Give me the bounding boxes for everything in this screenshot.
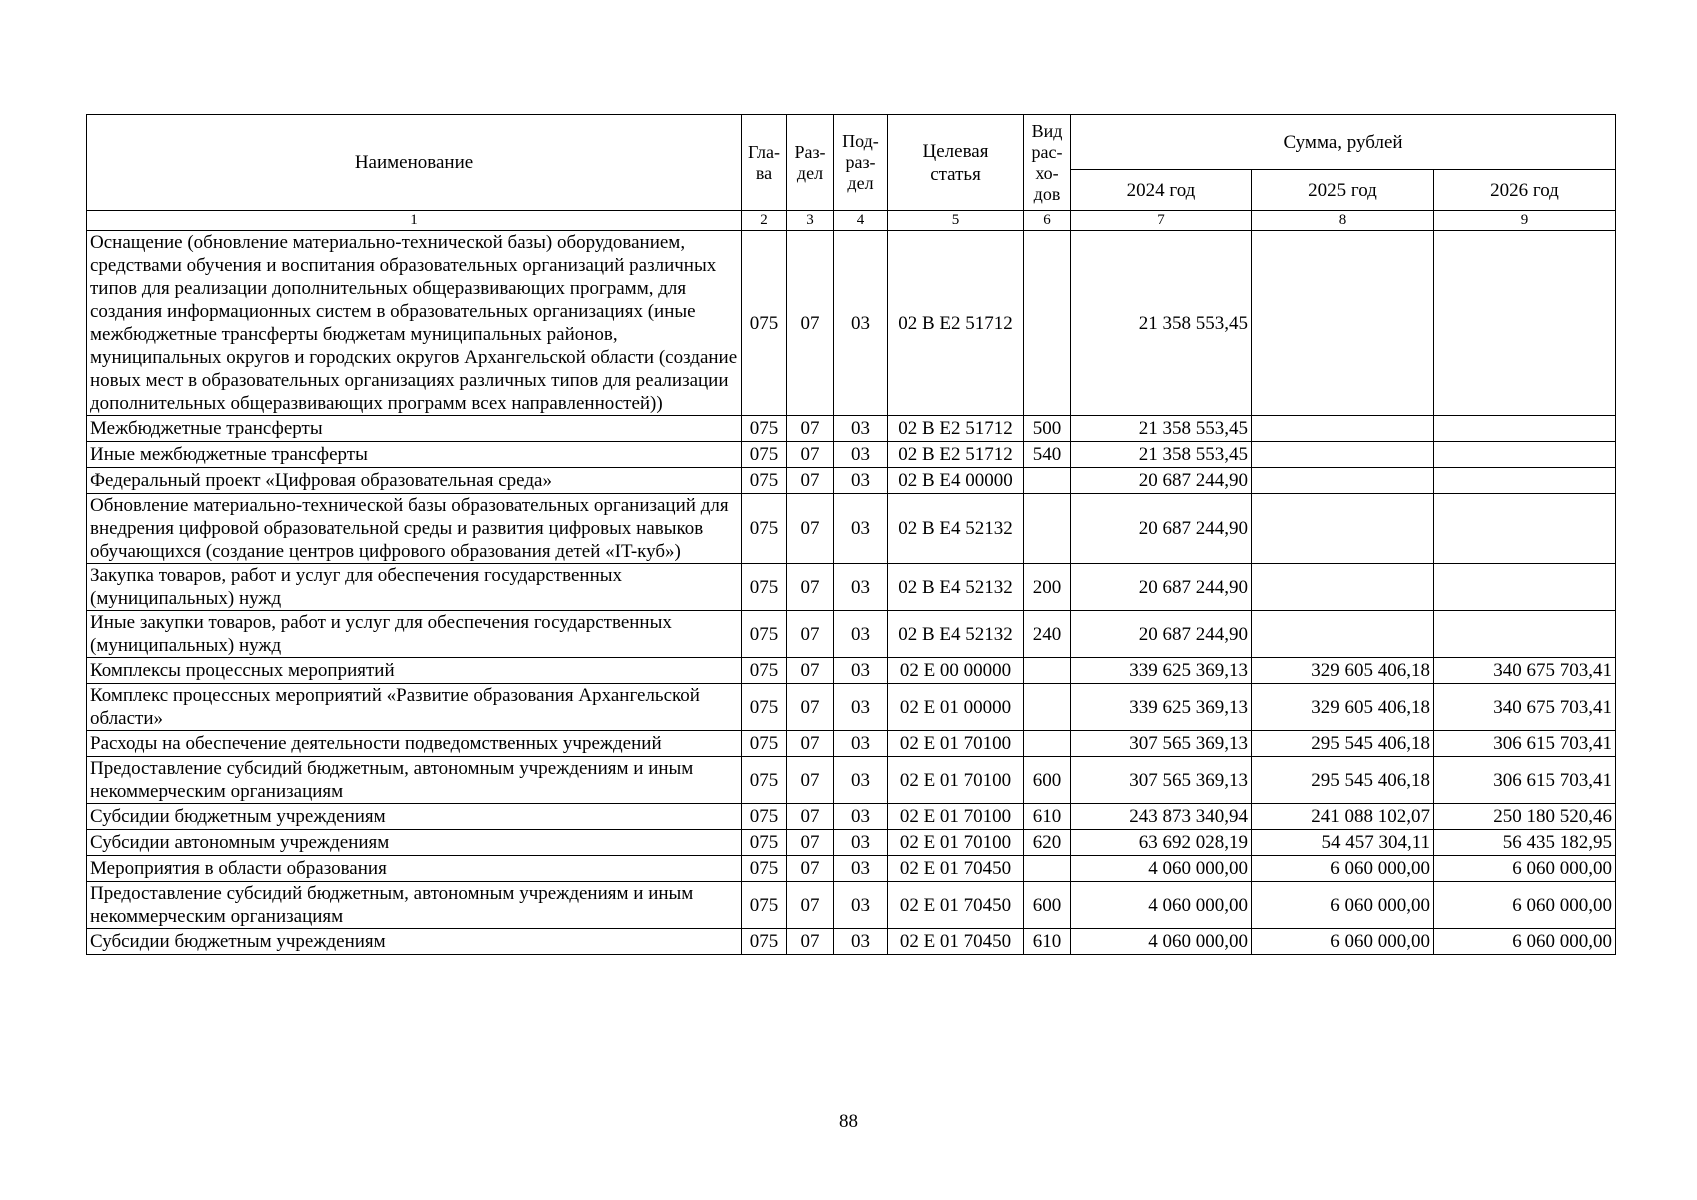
- row-vid: 540: [1024, 442, 1071, 468]
- row-sum-2025: 6 060 000,00: [1252, 856, 1434, 882]
- row-glava: 075: [742, 830, 787, 856]
- table-row: [87, 856, 1616, 882]
- row-sum-2024: 307 565 369,13: [1071, 731, 1252, 757]
- row-target: 02 В Е2 51712: [888, 442, 1024, 468]
- row-name: Межбюджетные трансферты: [87, 416, 742, 442]
- row-glava: 075: [742, 442, 787, 468]
- row-sum-2026: [1434, 442, 1616, 468]
- row-podrazdel: 03: [834, 416, 888, 442]
- row-sum-2024: 20 687 244,90: [1071, 564, 1252, 611]
- row-glava: 075: [742, 468, 787, 494]
- row-sum-2024: 4 060 000,00: [1071, 882, 1252, 929]
- row-podrazdel: 03: [834, 468, 888, 494]
- row-podrazdel: 03: [834, 757, 888, 804]
- row-sum-2026: 340 675 703,41: [1434, 658, 1616, 684]
- table-row: [87, 684, 1616, 731]
- row-name: Федеральный проект «Цифровая образовательная среда»: [87, 468, 742, 494]
- row-target: 02 Е 01 70100: [888, 804, 1024, 830]
- table-row: [87, 611, 1616, 658]
- row-name: Обновление материально-технической базы образовательных организаций для внедрения цифровой образовательной среды и развития цифровых навыков обучающихся (создание центров цифрового образования детей «IT-куб»): [87, 494, 742, 564]
- row-vid: 610: [1024, 929, 1071, 955]
- row-sum-2025: [1252, 416, 1434, 442]
- row-sum-2026: 250 180 520,46: [1434, 804, 1616, 830]
- column-numbers-row: [87, 211, 1616, 231]
- row-sum-2024: 4 060 000,00: [1071, 856, 1252, 882]
- row-sum-2024: 307 565 369,13: [1071, 757, 1252, 804]
- row-name: Комплекс процессных мероприятий «Развитие образования Архангельской области»: [87, 684, 742, 731]
- row-sum-2026: [1434, 416, 1616, 442]
- row-target: 02 В Е4 52132: [888, 611, 1024, 658]
- header-year-2025: 2025 год: [1252, 170, 1434, 211]
- row-razdel: 07: [787, 757, 834, 804]
- row-razdel: 07: [787, 856, 834, 882]
- header-razdel-text: Раз- дел: [794, 141, 826, 183]
- table-row: [87, 757, 1616, 804]
- row-sum-2024: 20 687 244,90: [1071, 468, 1252, 494]
- row-sum-2026: [1434, 564, 1616, 611]
- row-razdel: 07: [787, 564, 834, 611]
- row-razdel: 07: [787, 468, 834, 494]
- row-vid: 200: [1024, 564, 1071, 611]
- row-vid: 620: [1024, 830, 1071, 856]
- row-podrazdel: 03: [834, 684, 888, 731]
- row-vid: [1024, 684, 1071, 731]
- row-razdel: 07: [787, 830, 834, 856]
- row-glava: 075: [742, 684, 787, 731]
- row-sum-2026: 6 060 000,00: [1434, 929, 1616, 955]
- header-vid: [1024, 115, 1071, 211]
- header-glava-text: Гла- ва: [747, 141, 781, 183]
- row-glava: 075: [742, 494, 787, 564]
- row-vid: [1024, 731, 1071, 757]
- col-number: 1: [87, 211, 742, 231]
- row-sum-2025: 241 088 102,07: [1252, 804, 1434, 830]
- row-sum-2024: 339 625 369,13: [1071, 684, 1252, 731]
- table-row: [87, 929, 1616, 955]
- row-sum-2024: 339 625 369,13: [1071, 658, 1252, 684]
- row-sum-2025: 54 457 304,11: [1252, 830, 1434, 856]
- header-sum: Сумма, рублей: [1071, 115, 1616, 170]
- table-row: [87, 416, 1616, 442]
- row-vid: 600: [1024, 757, 1071, 804]
- row-sum-2026: [1434, 494, 1616, 564]
- col-number: 6: [1024, 211, 1071, 231]
- row-glava: 075: [742, 856, 787, 882]
- row-vid: [1024, 494, 1071, 564]
- row-glava: 075: [742, 658, 787, 684]
- header-target: [888, 115, 1024, 211]
- row-sum-2024: 21 358 553,45: [1071, 442, 1252, 468]
- row-podrazdel: 03: [834, 731, 888, 757]
- row-sum-2026: 56 435 182,95: [1434, 830, 1616, 856]
- row-name: Расходы на обеспечение деятельности подведомственных учреждений: [87, 731, 742, 757]
- row-razdel: 07: [787, 416, 834, 442]
- col-number: 9: [1434, 211, 1616, 231]
- table-row: [87, 494, 1616, 564]
- budget-table: [86, 114, 1616, 955]
- row-name: Субсидии бюджетным учреждениям: [87, 804, 742, 830]
- row-name: Предоставление субсидий бюджетным, автономным учреждениям и иным некоммерческим организациям: [87, 882, 742, 929]
- row-glava: 075: [742, 731, 787, 757]
- row-sum-2026: 6 060 000,00: [1434, 856, 1616, 882]
- row-sum-2025: [1252, 611, 1434, 658]
- row-razdel: 07: [787, 231, 834, 416]
- row-target: 02 Е 01 70450: [888, 856, 1024, 882]
- row-sum-2024: 243 873 340,94: [1071, 804, 1252, 830]
- header-razdel: [787, 115, 834, 211]
- row-podrazdel: 03: [834, 804, 888, 830]
- row-sum-2026: [1434, 231, 1616, 416]
- row-name: Комплексы процессных мероприятий: [87, 658, 742, 684]
- row-glava: 075: [742, 231, 787, 416]
- row-sum-2025: [1252, 231, 1434, 416]
- row-podrazdel: 03: [834, 658, 888, 684]
- row-target: 02 В Е4 52132: [888, 564, 1024, 611]
- row-sum-2026: 6 060 000,00: [1434, 882, 1616, 929]
- row-sum-2024: 21 358 553,45: [1071, 416, 1252, 442]
- header-glava: [742, 115, 787, 211]
- row-name: Закупка товаров, работ и услуг для обеспечения государственных (муниципальных) нужд: [87, 564, 742, 611]
- row-target: 02 Е 01 70450: [888, 882, 1024, 929]
- col-number: 5: [888, 211, 1024, 231]
- table-body: [87, 231, 1616, 955]
- page-number: 88: [839, 1111, 858, 1132]
- row-sum-2026: 306 615 703,41: [1434, 731, 1616, 757]
- row-sum-2025: [1252, 468, 1434, 494]
- table-row: [87, 731, 1616, 757]
- row-sum-2025: 6 060 000,00: [1252, 882, 1434, 929]
- row-podrazdel: 03: [834, 611, 888, 658]
- row-sum-2025: 295 545 406,18: [1252, 731, 1434, 757]
- table-row: [87, 442, 1616, 468]
- row-target: 02 В Е4 00000: [888, 468, 1024, 494]
- row-target: 02 Е 00 00000: [888, 658, 1024, 684]
- table-row: [87, 830, 1616, 856]
- row-podrazdel: 03: [834, 494, 888, 564]
- row-podrazdel: 03: [834, 830, 888, 856]
- row-razdel: 07: [787, 658, 834, 684]
- row-glava: 075: [742, 804, 787, 830]
- row-podrazdel: 03: [834, 231, 888, 416]
- row-name: Мероприятия в области образования: [87, 856, 742, 882]
- row-vid: 610: [1024, 804, 1071, 830]
- col-number: 8: [1252, 211, 1434, 231]
- row-glava: 075: [742, 882, 787, 929]
- row-sum-2026: [1434, 468, 1616, 494]
- header-vid-text: Вид рас- хо- дов: [1031, 120, 1063, 204]
- row-target: 02 В Е2 51712: [888, 231, 1024, 416]
- table-row: [87, 658, 1616, 684]
- row-name: Субсидии бюджетным учреждениям: [87, 929, 742, 955]
- row-target: 02 В Е2 51712: [888, 416, 1024, 442]
- row-glava: 075: [742, 611, 787, 658]
- row-razdel: 07: [787, 929, 834, 955]
- row-podrazdel: 03: [834, 564, 888, 611]
- row-podrazdel: 03: [834, 856, 888, 882]
- row-razdel: 07: [787, 494, 834, 564]
- row-target: 02 Е 01 70100: [888, 757, 1024, 804]
- row-razdel: 07: [787, 804, 834, 830]
- row-sum-2025: 295 545 406,18: [1252, 757, 1434, 804]
- table-row: [87, 231, 1616, 416]
- row-sum-2025: [1252, 442, 1434, 468]
- row-sum-2026: 340 675 703,41: [1434, 684, 1616, 731]
- row-sum-2025: 329 605 406,18: [1252, 684, 1434, 731]
- col-number: 4: [834, 211, 888, 231]
- row-vid: 600: [1024, 882, 1071, 929]
- row-name: Субсидии автономным учреждениям: [87, 830, 742, 856]
- row-sum-2025: 6 060 000,00: [1252, 929, 1434, 955]
- header-year-2026: 2026 год: [1434, 170, 1616, 211]
- row-vid: 500: [1024, 416, 1071, 442]
- row-name: Иные межбюджетные трансферты: [87, 442, 742, 468]
- row-sum-2024: 63 692 028,19: [1071, 830, 1252, 856]
- header-podrazdel: [834, 115, 888, 211]
- header-name: Наименование: [87, 115, 742, 211]
- header-podrazdel-text: Под- раз- дел: [842, 131, 879, 193]
- row-sum-2025: 329 605 406,18: [1252, 658, 1434, 684]
- header-year-2024: 2024 год: [1071, 170, 1252, 211]
- row-vid: [1024, 856, 1071, 882]
- row-target: 02 Е 01 70450: [888, 929, 1024, 955]
- row-glava: 075: [742, 929, 787, 955]
- row-name: Оснащение (обновление материально-технической базы) оборудованием, средствами обучения и воспитания образовательных организаций различных типов для реализации дополнительных общеразвивающих программ, для создания информационных систем в образовательных организациях (иные межбюджетные трансферты бюджетам муниципальных районов, муниципальных округов и городских округов Архангельской области (создание новых мест в образовательных организациях различных типов для реализации дополнительных общеразвивающих программ всех направленностей)): [87, 231, 742, 416]
- row-glava: 075: [742, 564, 787, 611]
- row-podrazdel: 03: [834, 929, 888, 955]
- row-target: 02 Е 01 00000: [888, 684, 1024, 731]
- row-vid: [1024, 231, 1071, 416]
- row-vid: [1024, 468, 1071, 494]
- row-podrazdel: 03: [834, 882, 888, 929]
- row-sum-2024: 4 060 000,00: [1071, 929, 1252, 955]
- table-row: [87, 804, 1616, 830]
- row-vid: 240: [1024, 611, 1071, 658]
- row-vid: [1024, 658, 1071, 684]
- row-razdel: 07: [787, 611, 834, 658]
- row-glava: 075: [742, 416, 787, 442]
- col-number: 2: [742, 211, 787, 231]
- row-sum-2024: 20 687 244,90: [1071, 494, 1252, 564]
- row-podrazdel: 03: [834, 442, 888, 468]
- row-glava: 075: [742, 757, 787, 804]
- row-target: 02 Е 01 70100: [888, 731, 1024, 757]
- row-sum-2026: 306 615 703,41: [1434, 757, 1616, 804]
- row-name: Предоставление субсидий бюджетным, автономным учреждениям и иным некоммерческим организациям: [87, 757, 742, 804]
- col-number: 3: [787, 211, 834, 231]
- row-sum-2024: 20 687 244,90: [1071, 611, 1252, 658]
- row-sum-2025: [1252, 564, 1434, 611]
- table-row: [87, 882, 1616, 929]
- row-target: 02 Е 01 70100: [888, 830, 1024, 856]
- row-razdel: 07: [787, 684, 834, 731]
- row-name: Иные закупки товаров, работ и услуг для обеспечения государственных (муниципальных) нужд: [87, 611, 742, 658]
- table-row: [87, 564, 1616, 611]
- row-razdel: 07: [787, 442, 834, 468]
- row-target: 02 В Е4 52132: [888, 494, 1024, 564]
- header-target-text: Целевая статья: [922, 140, 989, 185]
- row-sum-2025: [1252, 494, 1434, 564]
- col-number: 7: [1071, 211, 1252, 231]
- row-razdel: 07: [787, 731, 834, 757]
- row-razdel: 07: [787, 882, 834, 929]
- row-sum-2026: [1434, 611, 1616, 658]
- table-row: [87, 468, 1616, 494]
- row-sum-2024: 21 358 553,45: [1071, 231, 1252, 416]
